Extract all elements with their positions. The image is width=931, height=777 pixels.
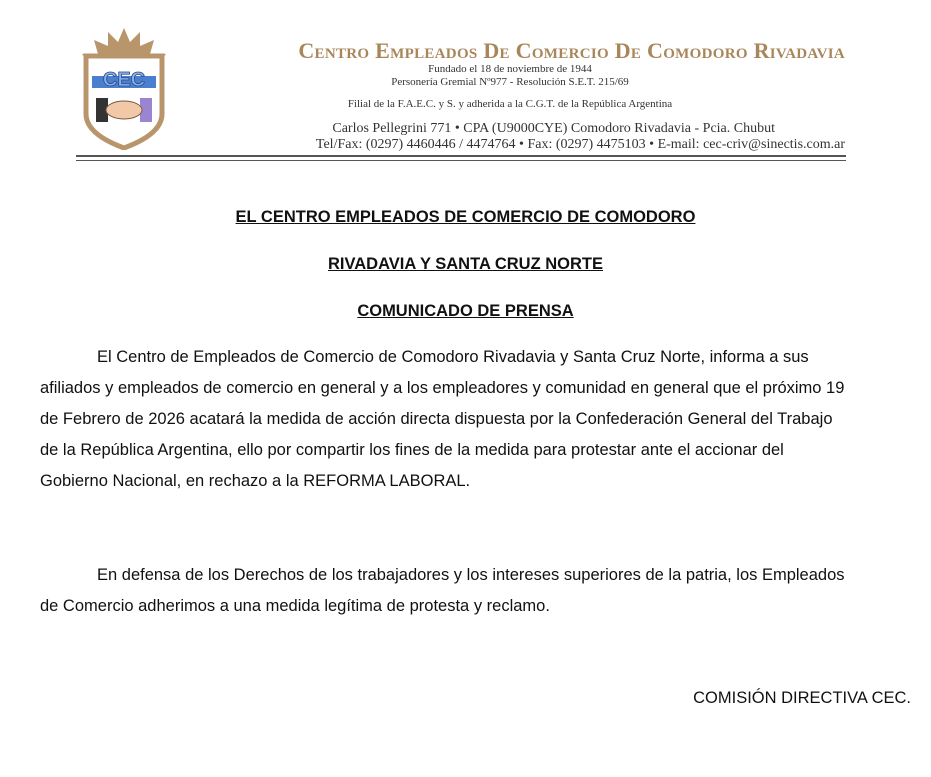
filial-line: Filial de la F.A.E.C. y S. y adherida a la C.G.T. de la República Argentina	[347, 98, 673, 110]
personeria-line: Personería Gremial Nº977 - Resolución S.E.T. 215/69	[391, 76, 629, 88]
signature: COMISIÓN DIRECTIVA CEC.	[693, 689, 911, 707]
contact-line: Tel/Fax: (0297) 4460446 / 4474764 • Fax: (0297) 4475103 • E-mail: cec-criv@sinectis.com.ar	[315, 137, 845, 152]
text-line: Gobierno Nacional, en rechazo a la REFORMA LABORAL.	[40, 472, 471, 490]
heading-line-1: EL CENTRO EMPLEADOS DE COMERCIO DE COMODORO	[235, 208, 696, 226]
founded-line: Fundado el 18 de noviembre de 1944	[428, 63, 592, 75]
text-line: En defensa de los Derechos de los trabajadores y los intereses superiores de la patria, los Empleados	[97, 566, 845, 584]
heading-press-release: COMUNICADO DE PRENSA	[357, 302, 574, 320]
cec-logo	[78, 26, 170, 150]
address-line: Carlos Pellegrini 771 • CPA (U9000CYE) Comodoro Rivadavia - Pcia. Chubut	[332, 121, 775, 136]
paragraph-1	[40, 342, 844, 497]
text-line: El Centro de Empleados de Comercio de Comodoro Rivadavia y Santa Cruz Norte, informa a sus	[97, 348, 809, 366]
text-line: de la República Argentina, ello por compartir los fines de la medida para protestar ante el accionar del	[40, 441, 784, 459]
paragraph-2	[40, 560, 845, 622]
header-divider-thin	[76, 160, 846, 161]
org-name: Centro Empleados De Comercio De Comodoro Rivadavia	[298, 38, 845, 63]
heading-line-2: RIVADAVIA Y SANTA CRUZ NORTE	[327, 255, 603, 273]
svg-text:CEC: CEC	[102, 69, 146, 91]
text-line: de Comercio adherimos a una medida legítima de protesta y reclamo.	[40, 597, 550, 615]
header-divider	[76, 155, 846, 157]
text-line: afiliados y empleados de comercio en general y a los empleadores y comunidad en general que el próximo 19	[40, 379, 845, 397]
text-line: de Febrero de 2026 acatará la medida de acción directa dispuesta por la Confederación General del Trabajo	[40, 410, 833, 428]
